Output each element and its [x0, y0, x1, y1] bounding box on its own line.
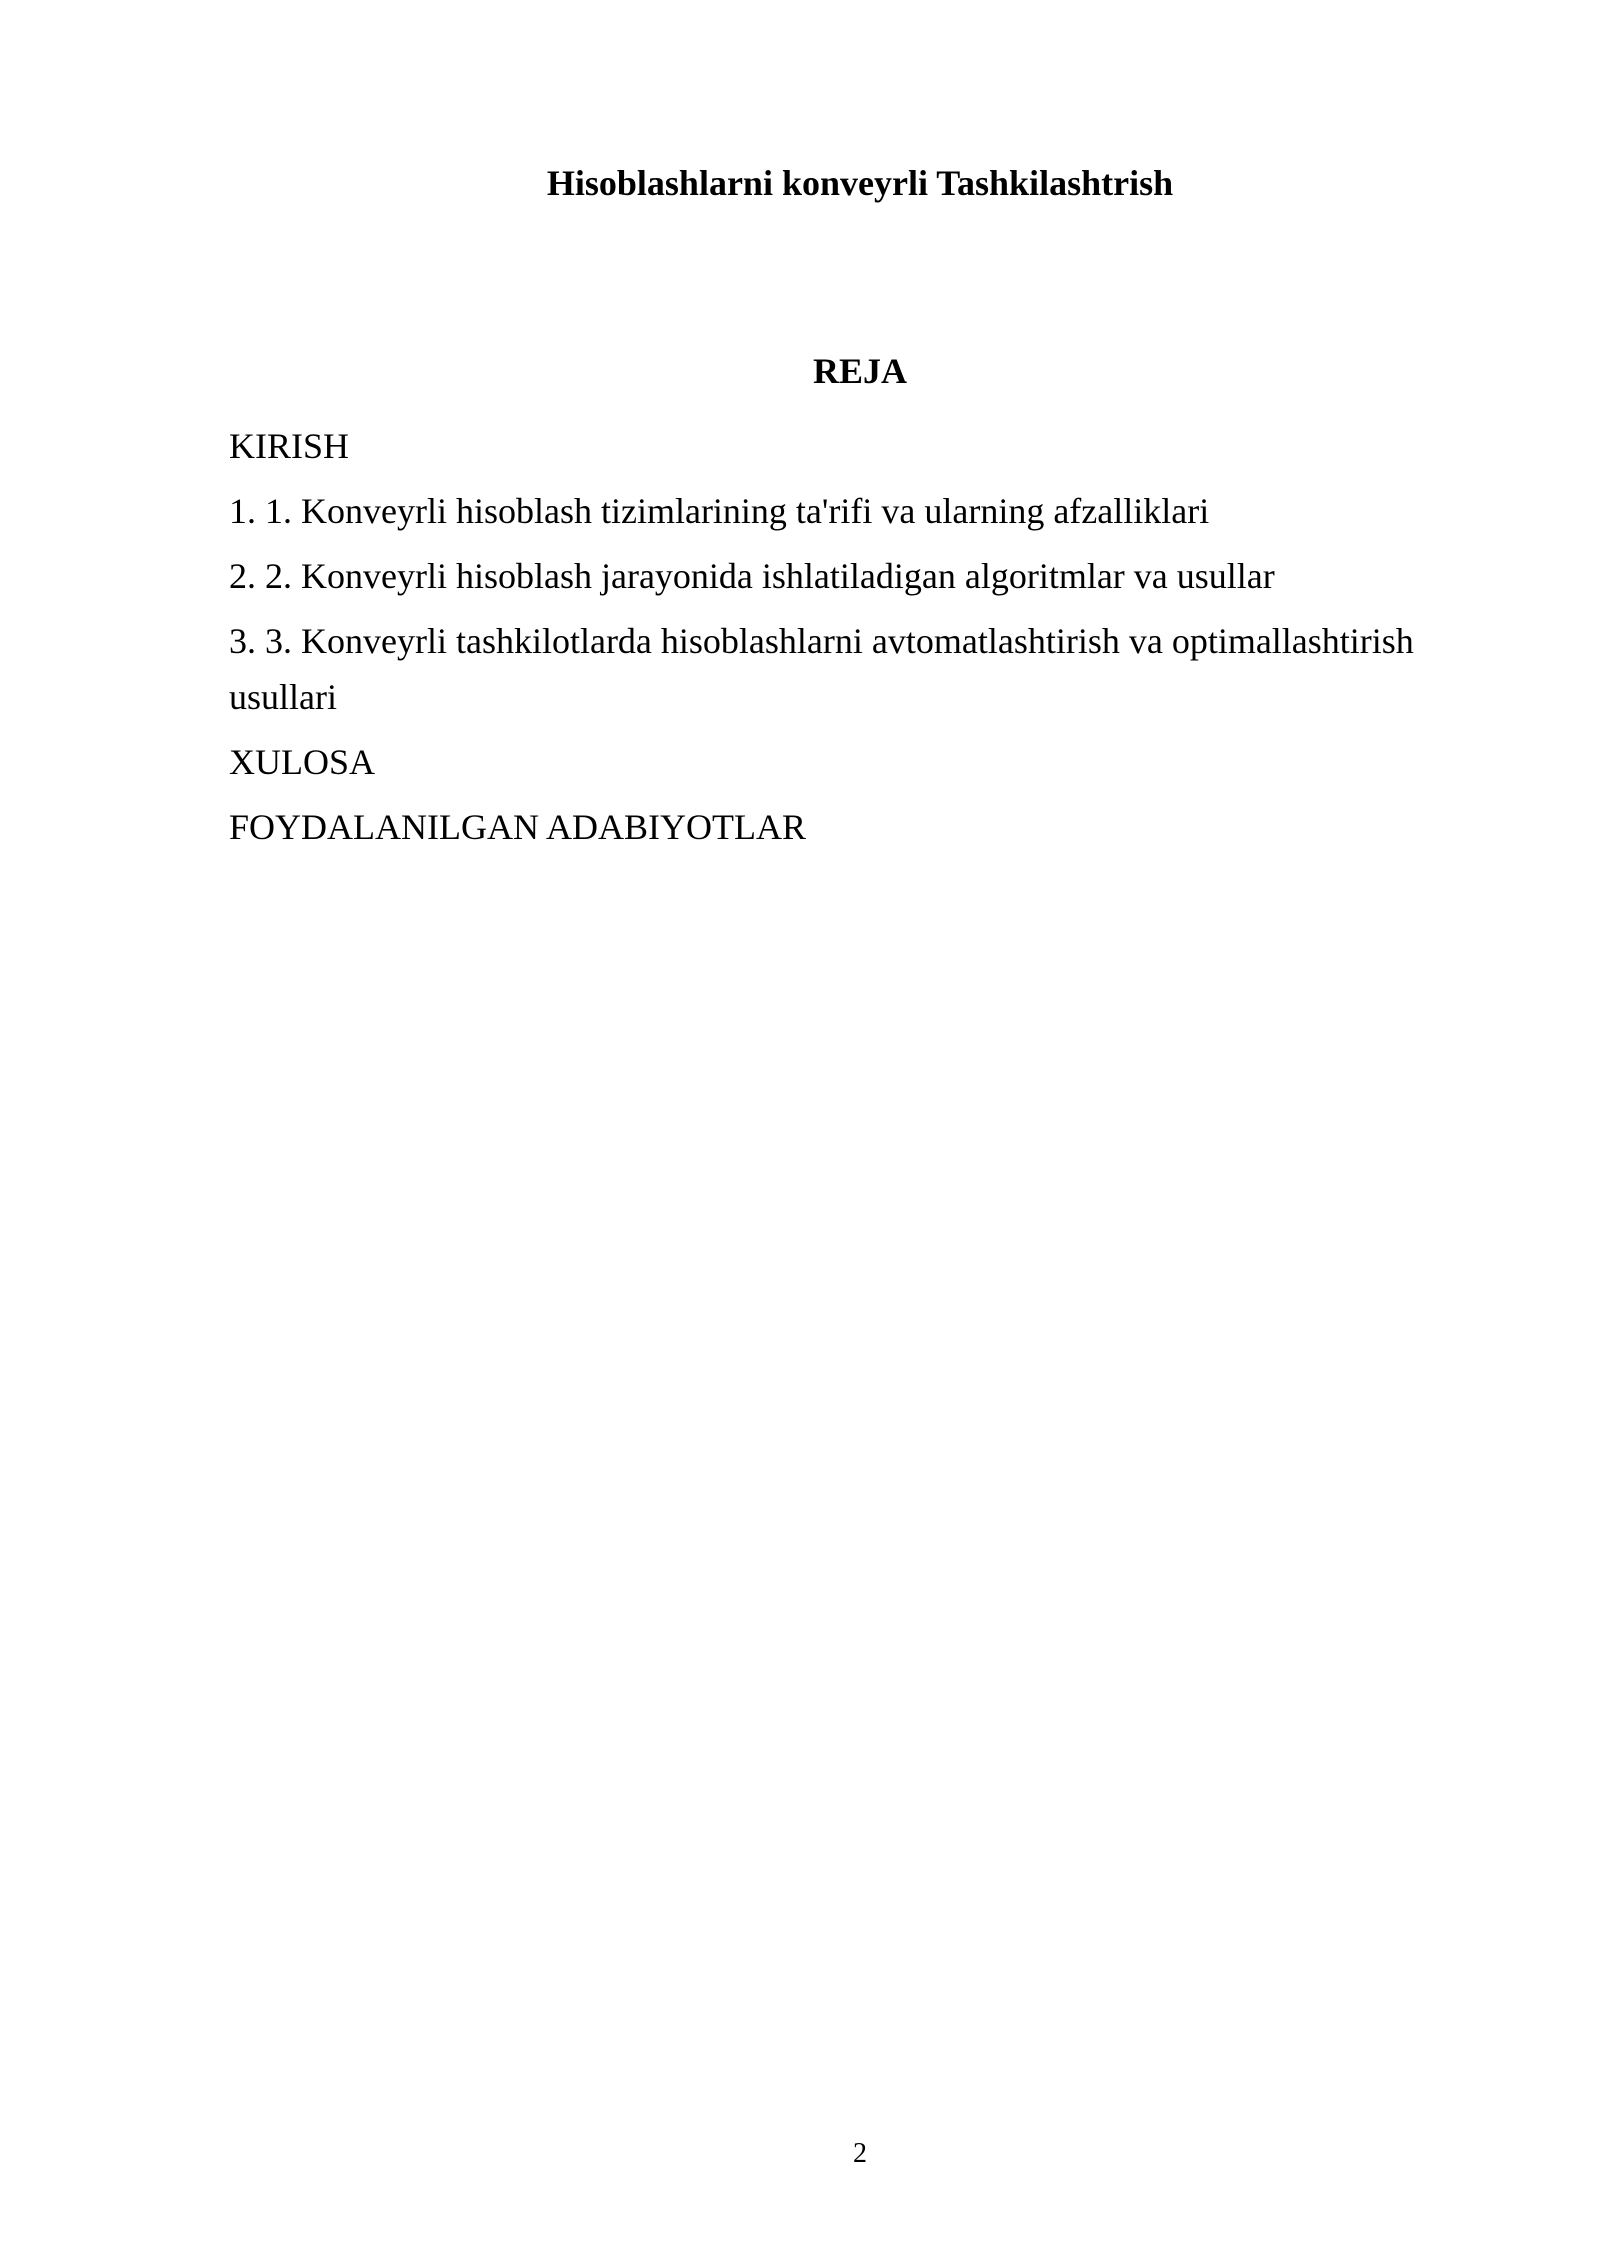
- toc-item-conclusion: XULOSA: [229, 742, 376, 782]
- table-of-contents: [229, 418, 1489, 864]
- toc-item-section-2: 2. 2. Konveyrli hisoblash jarayonida ishlatiladigan algoritmlar va usullar: [229, 556, 1275, 596]
- toc-item-references: FOYDALANILGAN ADABIYOTLAR: [229, 807, 806, 847]
- page-number: 2: [853, 2138, 867, 2169]
- toc-item-introduction: KIRISH: [229, 426, 350, 466]
- plan-heading: REJA: [812, 351, 907, 391]
- toc-item-section-3: 3. 3. Konveyrli tashkilotlarda hisoblashlarni avtomatlashtirish va optimallashtirish usullari: [229, 621, 1414, 717]
- toc-item-section-1: 1. 1. Konveyrli hisoblash tizimlarining ta'rifi va ularning afzalliklari: [229, 491, 1210, 531]
- document-title: Hisoblashlarni konveyrli Tashkilashtrish: [546, 163, 1174, 203]
